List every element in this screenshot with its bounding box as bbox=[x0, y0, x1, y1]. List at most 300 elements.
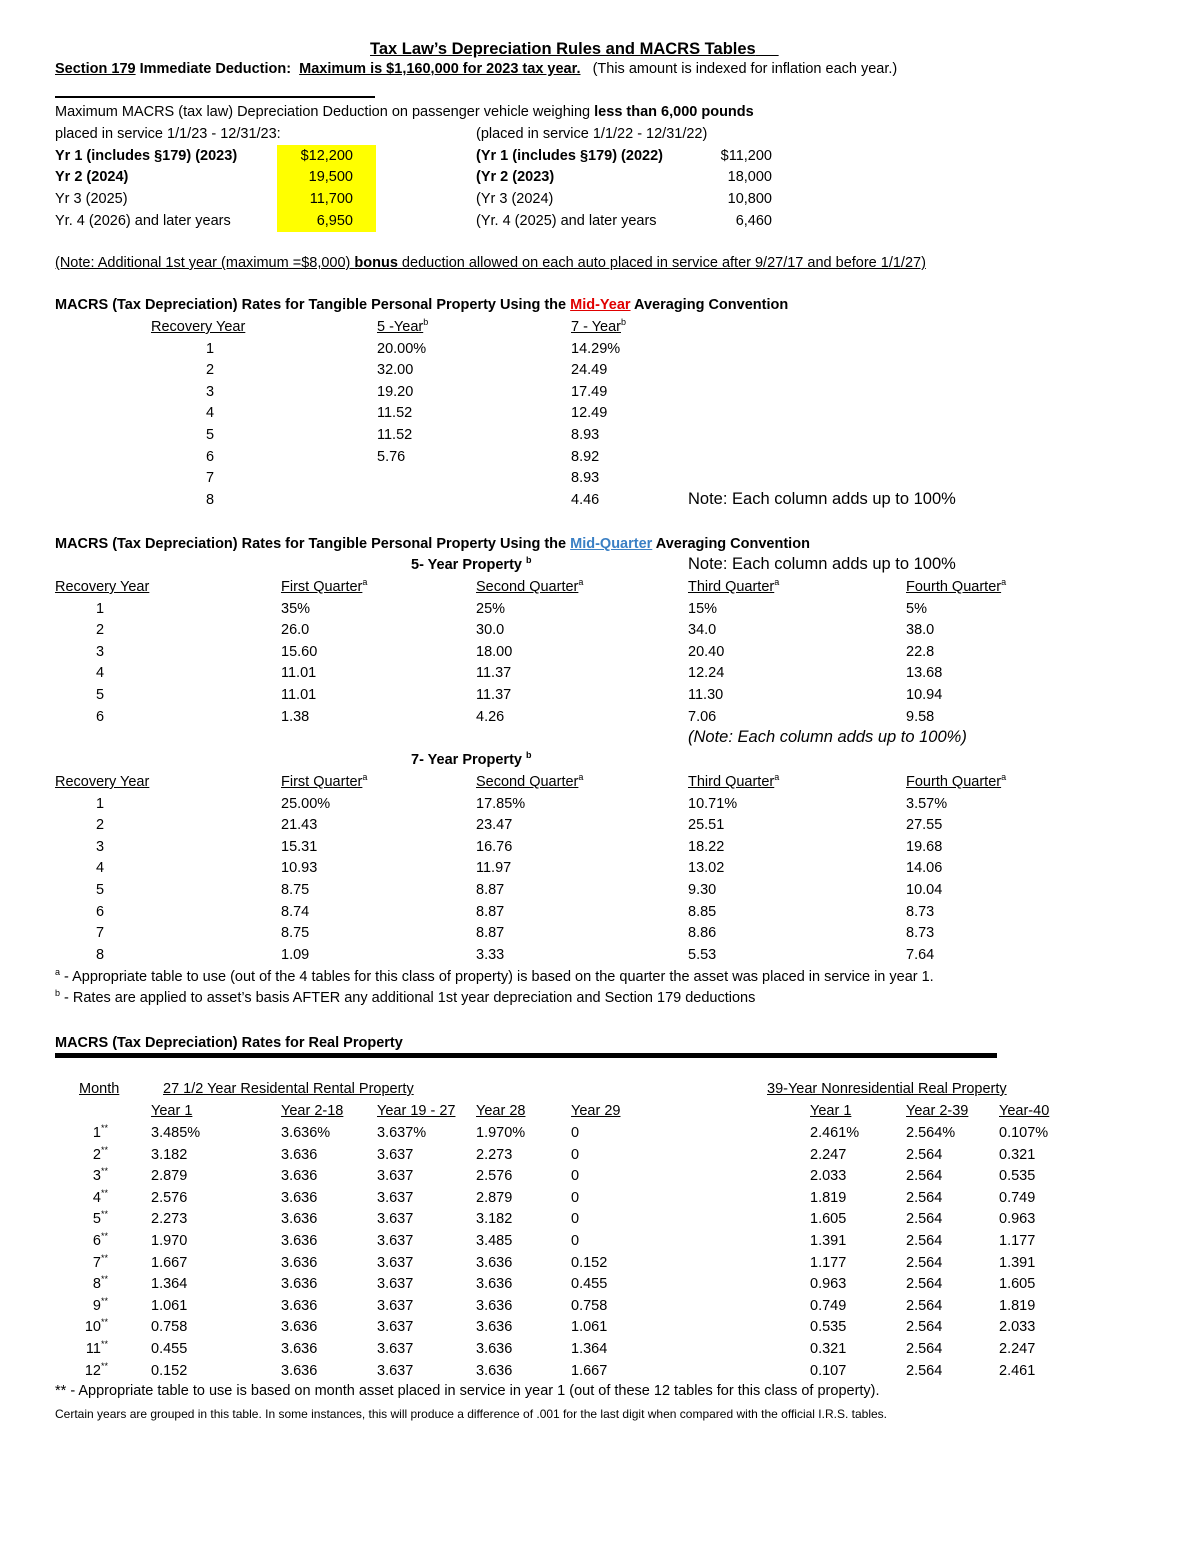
five-year-cell: 6 bbox=[96, 709, 105, 725]
vehicle-right-label: (Yr 1 (includes §179) (2022) bbox=[476, 148, 663, 164]
residential-rate-cell: 3.636 bbox=[281, 1147, 318, 1163]
nonresidential-rate-cell: 1.177 bbox=[999, 1233, 1036, 1249]
midyear-7yr: 17.49 bbox=[571, 384, 608, 400]
real-month-cell bbox=[70, 1232, 108, 1250]
residential-rate-cell: 3.636 bbox=[281, 1211, 318, 1227]
residential-rate-cell: 3.636 bbox=[476, 1319, 513, 1335]
five-year-cell: 25% bbox=[476, 601, 506, 617]
real-month-number: 12 bbox=[84, 1363, 101, 1379]
midyear-year: 6 bbox=[206, 449, 215, 465]
seven-col-q3-sup: a bbox=[774, 772, 780, 782]
seven-col-q3 bbox=[688, 773, 779, 791]
residential-rate-cell: 2.879 bbox=[476, 1190, 513, 1206]
midyear-col-5-label: 5 -Year bbox=[377, 319, 424, 335]
residential-rate-cell: 3.636 bbox=[476, 1276, 513, 1292]
nonresidential-rate-cell: 2.564 bbox=[906, 1255, 943, 1271]
residential-rate-cell: 0 bbox=[571, 1190, 580, 1206]
seven-year-cell: 6 bbox=[96, 904, 105, 920]
seven-col-q4-label: Fourth Quarter bbox=[906, 774, 1002, 790]
real-month-number: 3 bbox=[92, 1168, 101, 1184]
residential-rate-cell: 0.152 bbox=[571, 1255, 608, 1271]
residential-rate-cell: 3.637 bbox=[377, 1211, 414, 1227]
seven-year-cell: 8.87 bbox=[476, 882, 505, 898]
midyear-7yr: 8.92 bbox=[571, 449, 600, 465]
vehicle-left-placed: placed in service 1/1/23 - 12/31/23: bbox=[55, 126, 281, 142]
seven-year-cell: 3 bbox=[96, 839, 105, 855]
residential-rate-cell: 2.879 bbox=[151, 1168, 188, 1184]
seven-year-cell: 8.87 bbox=[476, 925, 505, 941]
residential-rate-cell: 3.636 bbox=[476, 1341, 513, 1357]
vehicle-left-label: Yr 1 (includes §179) (2023) bbox=[55, 148, 238, 164]
five-col-q1-label: First Quarter bbox=[281, 579, 363, 595]
midyear-7yr: 8.93 bbox=[571, 470, 600, 486]
nonresidential-rate-cell: 2.033 bbox=[810, 1168, 847, 1184]
footnote-b-text: - Rates are applied to asset’s basis AFTER any additional 1st year depreciation and Section 179 deductions bbox=[60, 990, 756, 1006]
five-year-title bbox=[411, 556, 532, 574]
seven-year-cell: 5.53 bbox=[688, 947, 717, 963]
bonus-note-a: (Note: Additional 1st year (maximum =$8,000) bbox=[55, 255, 355, 271]
real-month-number: 8 bbox=[92, 1276, 101, 1292]
vehicle-left-value: 19,500 bbox=[308, 169, 353, 185]
title-trailing-underline bbox=[756, 40, 779, 58]
nonres-col: Year 1 bbox=[810, 1103, 852, 1119]
nonresidential-rate-cell: 0.321 bbox=[810, 1341, 847, 1357]
footnote-a bbox=[55, 968, 934, 986]
residential-rate-cell: 0.455 bbox=[571, 1276, 608, 1292]
seven-year-cell: 5 bbox=[96, 882, 105, 898]
real-month-cell bbox=[70, 1275, 108, 1293]
real-month-star: ** bbox=[100, 1339, 108, 1349]
residential-rate-cell: 3.637 bbox=[377, 1341, 414, 1357]
residential-rate-cell: 3.636 bbox=[281, 1341, 318, 1357]
residential-rate-cell: 1.061 bbox=[151, 1298, 188, 1314]
nonresidential-rate-cell: 0.107% bbox=[999, 1125, 1049, 1141]
nonresidential-rate-cell: 1.819 bbox=[810, 1190, 847, 1206]
five-year-cell: 4 bbox=[96, 665, 105, 681]
seven-year-cell: 19.68 bbox=[906, 839, 943, 855]
seven-year-cell: 8 bbox=[96, 947, 105, 963]
five-col-recovery: Recovery Year bbox=[55, 579, 150, 595]
nonres-col: Year 2-39 bbox=[906, 1103, 969, 1119]
five-year-cell: 11.37 bbox=[476, 665, 512, 681]
five-col-q4-sup: a bbox=[1001, 577, 1007, 587]
midyear-5yr: 11.52 bbox=[377, 427, 413, 443]
vehicle-right-label: (Yr 3 (2024) bbox=[476, 191, 554, 207]
nonresidential-title: 39-Year Nonresidential Real Property bbox=[767, 1081, 1007, 1097]
section-179-label2: Immediate Deduction: bbox=[135, 61, 292, 77]
nonresidential-rate-cell: 2.564 bbox=[906, 1190, 943, 1206]
midyear-5yr: 19.20 bbox=[377, 384, 414, 400]
nonresidential-rate-cell: 0.535 bbox=[810, 1319, 847, 1335]
residential-rate-cell: 1.667 bbox=[151, 1255, 188, 1271]
real-month-number: 10 bbox=[84, 1319, 101, 1335]
real-month-cell bbox=[70, 1189, 108, 1207]
seven-col-recovery: Recovery Year bbox=[55, 774, 150, 790]
residential-rate-cell: 0 bbox=[571, 1233, 580, 1249]
five-col-q1 bbox=[281, 578, 367, 596]
vehicle-left-label: Yr 2 (2024) bbox=[55, 169, 129, 185]
vehicle-left-value: $12,200 bbox=[300, 148, 353, 164]
five-year-cell: 5% bbox=[906, 601, 927, 617]
midyear-heading-a: MACRS (Tax Depreciation) Rates for Tangible Personal Property Using the bbox=[55, 297, 571, 313]
seven-year-cell: 8.74 bbox=[281, 904, 310, 920]
residential-rate-cell: 0.455 bbox=[151, 1341, 188, 1357]
seven-year-cell: 25.51 bbox=[688, 817, 725, 833]
bonus-note-b: bonus bbox=[354, 255, 398, 271]
nonresidential-rate-cell: 2.247 bbox=[810, 1147, 847, 1163]
five-year-cell: 2 bbox=[96, 622, 105, 638]
nonresidential-rate-cell: 0.749 bbox=[810, 1298, 847, 1314]
five-year-cell: 10.94 bbox=[906, 687, 943, 703]
five-year-cell: 11.01 bbox=[281, 665, 317, 681]
residential-rate-cell: 3.636 bbox=[281, 1298, 318, 1314]
midyear-7yr: 12.49 bbox=[571, 405, 608, 421]
real-month-number: 7 bbox=[92, 1255, 101, 1271]
midyear-col-5-sup: b bbox=[423, 317, 429, 327]
nonresidential-rate-cell: 1.605 bbox=[999, 1276, 1036, 1292]
bonus-note-c: deduction allowed on each auto placed in service after 9/27/17 and before 1/1/27) bbox=[397, 255, 926, 271]
five-year-cell: 11.37 bbox=[476, 687, 512, 703]
seven-year-cell: 8.86 bbox=[688, 925, 717, 941]
seven-year-cell: 25.00% bbox=[281, 796, 331, 812]
real-month-number: 11 bbox=[85, 1341, 101, 1357]
nonresidential-rate-cell: 1.819 bbox=[999, 1298, 1036, 1314]
residential-rate-cell: 3.485% bbox=[151, 1125, 201, 1141]
midyear-col-7 bbox=[571, 318, 626, 336]
five-year-cell: 11.30 bbox=[688, 687, 724, 703]
seven-year-cell: 27.55 bbox=[906, 817, 943, 833]
midyear-7yr: 24.49 bbox=[571, 362, 608, 378]
nonresidential-rate-cell: 2.564 bbox=[906, 1211, 943, 1227]
seven-col-q1 bbox=[281, 773, 367, 791]
seven-year-cell: 10.71% bbox=[688, 796, 738, 812]
five-year-cell: 7.06 bbox=[688, 709, 717, 725]
five-col-q3-sup: a bbox=[774, 577, 780, 587]
vehicle-right-label: (Yr. 4 (2025) and later years bbox=[476, 213, 657, 229]
vehicle-right-value: 18,000 bbox=[727, 169, 772, 185]
real-month-star: ** bbox=[100, 1145, 108, 1155]
nonresidential-rate-cell: 0.535 bbox=[999, 1168, 1036, 1184]
residential-rate-cell: 1.970% bbox=[476, 1125, 526, 1141]
residential-rate-cell: 0 bbox=[571, 1168, 580, 1184]
seven-year-cell: 3.57% bbox=[906, 796, 948, 812]
seven-col-q4-sup: a bbox=[1001, 772, 1007, 782]
seven-year-cell: 17.85% bbox=[476, 796, 526, 812]
five-year-cell: 18.00 bbox=[476, 644, 513, 660]
vehicle-heading-a: Maximum MACRS (tax law) Depreciation Deduction on passenger vehicle weighing bbox=[55, 104, 595, 120]
nonresidential-rate-cell: 2.247 bbox=[999, 1341, 1036, 1357]
real-month-star: ** bbox=[100, 1166, 108, 1176]
residential-rate-cell: 3.636 bbox=[476, 1298, 513, 1314]
real-month-number: 5 bbox=[92, 1211, 101, 1227]
real-heading: MACRS (Tax Depreciation) Rates for Real Property bbox=[55, 1035, 403, 1051]
seven-year-cell: 10.04 bbox=[906, 882, 943, 898]
residential-rate-cell: 3.637 bbox=[377, 1363, 414, 1379]
seven-year-cell: 3.33 bbox=[476, 947, 505, 963]
five-year-note2: (Note: Each column adds up to 100%) bbox=[688, 728, 967, 746]
midyear-col-7-sup: b bbox=[621, 317, 627, 327]
page-title-text: Tax Law’s Depreciation Rules and MACRS Tables bbox=[370, 40, 756, 58]
nonresidential-rate-cell: 0.963 bbox=[999, 1211, 1036, 1227]
residential-rate-cell: 3.636 bbox=[281, 1233, 318, 1249]
midyear-year: 5 bbox=[206, 427, 215, 443]
midquarter-heading-b: Mid-Quarter bbox=[570, 536, 653, 552]
seven-year-cell: 14.06 bbox=[906, 860, 943, 876]
nonresidential-rate-cell: 2.564 bbox=[906, 1276, 943, 1292]
nonresidential-rate-cell: 2.461 bbox=[999, 1363, 1036, 1379]
five-col-q3-label: Third Quarter bbox=[688, 579, 775, 595]
seven-col-q3-label: Third Quarter bbox=[688, 774, 775, 790]
midyear-note: Note: Each column adds up to 100% bbox=[688, 490, 956, 508]
residential-rate-cell: 3.182 bbox=[476, 1211, 513, 1227]
seven-year-cell: 8.75 bbox=[281, 882, 310, 898]
midyear-heading-c: Averaging Convention bbox=[630, 297, 789, 313]
midyear-year: 2 bbox=[206, 362, 215, 378]
real-month-star: ** bbox=[100, 1188, 108, 1198]
midquarter-heading bbox=[55, 535, 810, 553]
residential-rate-cell: 3.485 bbox=[476, 1233, 513, 1249]
seven-year-cell: 8.73 bbox=[906, 925, 935, 941]
five-year-cell: 34.0 bbox=[688, 622, 717, 638]
five-year-title-text: 5- Year Property bbox=[411, 557, 522, 573]
nonres-col: Year-40 bbox=[999, 1103, 1050, 1119]
residential-rate-cell: 3.637 bbox=[377, 1255, 414, 1271]
midyear-7yr: 8.93 bbox=[571, 427, 600, 443]
residential-rate-cell: 2.576 bbox=[151, 1190, 188, 1206]
res-col: Year 2-18 bbox=[281, 1103, 344, 1119]
seven-col-q2 bbox=[476, 773, 583, 791]
seven-year-cell: 10.93 bbox=[281, 860, 318, 876]
five-col-q1-sup: a bbox=[362, 577, 368, 587]
vehicle-left-label: Yr 3 (2025) bbox=[55, 191, 128, 207]
five-year-cell: 22.8 bbox=[906, 644, 935, 660]
vehicle-heading-b: less than 6,000 pounds bbox=[594, 104, 754, 120]
midyear-year: 8 bbox=[206, 492, 215, 508]
residential-rate-cell: 0.758 bbox=[571, 1298, 608, 1314]
footnote-b bbox=[55, 989, 755, 1007]
nonresidential-rate-cell: 2.564 bbox=[906, 1363, 943, 1379]
midyear-7yr: 14.29% bbox=[571, 341, 621, 357]
seven-year-cell: 18.22 bbox=[688, 839, 725, 855]
five-year-cell: 5 bbox=[96, 687, 105, 703]
residential-rate-cell: 3.636 bbox=[281, 1276, 318, 1292]
midyear-col-7-label: 7 - Year bbox=[571, 319, 621, 335]
seven-year-cell: 7.64 bbox=[906, 947, 935, 963]
footnote-a-text: - Appropriate table to use (out of the 4 tables for this class of property) is based on the quarter the asset was placed in service in year 1. bbox=[60, 969, 934, 985]
section-179-note: (This amount is indexed for inflation each year.) bbox=[592, 61, 898, 77]
real-month-header: Month bbox=[79, 1081, 120, 1097]
residential-rate-cell: 3.637% bbox=[377, 1125, 427, 1141]
nonresidential-rate-cell: 2.564 bbox=[906, 1147, 943, 1163]
midquarter-heading-c: Averaging Convention bbox=[652, 536, 810, 552]
residential-rate-cell: 0 bbox=[571, 1125, 580, 1141]
five-year-cell: 1 bbox=[96, 601, 105, 617]
residential-rate-cell: 1.364 bbox=[151, 1276, 188, 1292]
real-month-cell bbox=[70, 1318, 108, 1336]
residential-rate-cell: 3.637 bbox=[377, 1319, 414, 1335]
nonresidential-rate-cell: 2.564 bbox=[906, 1233, 943, 1249]
five-year-cell: 12.24 bbox=[688, 665, 725, 681]
residential-rate-cell: 3.636 bbox=[281, 1190, 318, 1206]
real-footnote-text: - Appropriate table to use is based on month asset placed in service in year 1 (out of these 12 tables for this class of property). bbox=[66, 1383, 880, 1399]
real-footnote bbox=[55, 1382, 880, 1400]
seven-year-title bbox=[411, 751, 532, 769]
section-179-line bbox=[55, 60, 897, 78]
seven-year-title-sup: b bbox=[526, 750, 532, 760]
seven-col-q2-label: Second Quarter bbox=[476, 774, 579, 790]
midyear-5yr: 11.52 bbox=[377, 405, 413, 421]
seven-year-cell: 8.73 bbox=[906, 904, 935, 920]
residential-rate-cell: 3.636 bbox=[281, 1363, 318, 1379]
vehicle-left-label: Yr. 4 (2026) and later years bbox=[55, 213, 231, 229]
residential-rate-cell: 2.273 bbox=[151, 1211, 188, 1227]
seven-year-cell: 15.31 bbox=[281, 839, 318, 855]
five-col-q2 bbox=[476, 578, 583, 596]
nonresidential-rate-cell: 0.963 bbox=[810, 1276, 847, 1292]
five-year-note: Note: Each column adds up to 100% bbox=[688, 555, 956, 573]
midyear-col-5 bbox=[377, 318, 428, 336]
footnote-b-mark: b bbox=[55, 988, 61, 998]
midyear-year: 1 bbox=[206, 341, 215, 357]
residential-rate-cell: 3.636 bbox=[476, 1363, 513, 1379]
vehicle-right-value: $11,200 bbox=[720, 148, 772, 164]
residential-rate-cell: 2.273 bbox=[476, 1147, 513, 1163]
residential-rate-cell: 3.637 bbox=[377, 1298, 414, 1314]
real-month-number: 4 bbox=[92, 1190, 101, 1206]
nonresidential-rate-cell: 0.107 bbox=[810, 1363, 847, 1379]
midyear-col-recovery: Recovery Year bbox=[151, 319, 246, 335]
section-179-max: Maximum is $1,160,000 for 2023 tax year. bbox=[299, 61, 581, 77]
vehicle-right-value: 6,460 bbox=[735, 213, 772, 229]
seven-year-cell: 23.47 bbox=[476, 817, 513, 833]
residential-rate-cell: 3.182 bbox=[151, 1147, 188, 1163]
five-year-cell: 1.38 bbox=[281, 709, 310, 725]
nonresidential-rate-cell: 0.321 bbox=[999, 1147, 1036, 1163]
real-month-cell bbox=[70, 1146, 108, 1164]
vehicle-right-value: 10,800 bbox=[727, 191, 772, 207]
vehicle-left-value: 11,700 bbox=[309, 191, 353, 207]
section-179-label: Section 179 bbox=[55, 61, 136, 77]
residential-rate-cell: 3.637 bbox=[377, 1190, 414, 1206]
seven-col-q1-label: First Quarter bbox=[281, 774, 363, 790]
real-month-number: 2 bbox=[92, 1147, 101, 1163]
residential-rate-cell: 1.061 bbox=[571, 1319, 608, 1335]
residential-rate-cell: 3.636% bbox=[281, 1125, 331, 1141]
five-col-q4 bbox=[906, 578, 1006, 596]
nonresidential-rate-cell: 0.749 bbox=[999, 1190, 1036, 1206]
residential-rate-cell: 3.637 bbox=[377, 1147, 414, 1163]
residential-rate-cell: 3.637 bbox=[377, 1233, 414, 1249]
midyear-year: 7 bbox=[206, 470, 215, 486]
five-year-cell: 35% bbox=[281, 601, 311, 617]
five-year-cell: 11.01 bbox=[281, 687, 317, 703]
residential-rate-cell: 3.637 bbox=[377, 1276, 414, 1292]
vehicle-right-label: (Yr 2 (2023) bbox=[476, 169, 555, 185]
seven-year-cell: 2 bbox=[96, 817, 105, 833]
nonresidential-rate-cell: 1.605 bbox=[810, 1211, 847, 1227]
midyear-year: 3 bbox=[206, 384, 215, 400]
midyear-heading-b: Mid-Year bbox=[570, 297, 631, 313]
five-year-cell: 15.60 bbox=[281, 644, 318, 660]
seven-year-cell: 1.09 bbox=[281, 947, 310, 963]
residential-rate-cell: 3.636 bbox=[476, 1255, 513, 1271]
real-month-number: 6 bbox=[92, 1233, 101, 1249]
midyear-5yr: 32.00 bbox=[377, 362, 414, 378]
real-month-star: ** bbox=[100, 1209, 108, 1219]
residential-rate-cell: 3.636 bbox=[281, 1255, 318, 1271]
nonresidential-rate-cell: 2.461% bbox=[810, 1125, 860, 1141]
residential-rate-cell: 0.152 bbox=[151, 1363, 188, 1379]
residential-rate-cell: 1.667 bbox=[571, 1363, 608, 1379]
five-year-cell: 3 bbox=[96, 644, 105, 660]
nonresidential-rate-cell: 2.564 bbox=[906, 1168, 943, 1184]
seven-col-q2-sup: a bbox=[578, 772, 584, 782]
seven-year-cell: 21.43 bbox=[281, 817, 318, 833]
midyear-7yr: 4.46 bbox=[571, 492, 600, 508]
nonresidential-rate-cell: 2.033 bbox=[999, 1319, 1036, 1335]
midyear-year: 4 bbox=[206, 405, 215, 421]
real-month-cell bbox=[70, 1297, 108, 1315]
real-month-star: ** bbox=[100, 1123, 108, 1133]
res-col: Year 1 bbox=[151, 1103, 193, 1119]
seven-year-cell: 7 bbox=[96, 925, 105, 941]
five-col-q2-label: Second Quarter bbox=[476, 579, 579, 595]
residential-rate-cell: 0.758 bbox=[151, 1319, 188, 1335]
seven-year-cell: 4 bbox=[96, 860, 105, 876]
bonus-note bbox=[55, 254, 926, 272]
nonresidential-rate-cell: 1.391 bbox=[999, 1255, 1036, 1271]
seven-year-cell: 16.76 bbox=[476, 839, 513, 855]
seven-year-cell: 1 bbox=[96, 796, 105, 812]
res-col: Year 29 bbox=[571, 1103, 621, 1119]
nonresidential-rate-cell: 2.564 bbox=[906, 1319, 943, 1335]
nonresidential-rate-cell: 1.177 bbox=[810, 1255, 847, 1271]
five-year-title-sup: b bbox=[526, 555, 532, 565]
residential-rate-cell: 0 bbox=[571, 1147, 580, 1163]
seven-year-title-text: 7- Year Property bbox=[411, 752, 522, 768]
residential-rate-cell: 3.636 bbox=[281, 1168, 318, 1184]
five-col-q2-sup: a bbox=[578, 577, 584, 587]
five-year-cell: 15% bbox=[688, 601, 718, 617]
real-divider bbox=[55, 1053, 997, 1058]
vehicle-left-value: 6,950 bbox=[316, 213, 353, 229]
real-month-cell bbox=[70, 1210, 108, 1228]
residential-rate-cell: 1.970 bbox=[151, 1233, 188, 1249]
five-year-cell: 20.40 bbox=[688, 644, 725, 660]
five-year-cell: 9.58 bbox=[906, 709, 935, 725]
nonresidential-rate-cell: 2.564 bbox=[906, 1341, 943, 1357]
vehicle-heading bbox=[55, 103, 754, 121]
five-year-cell: 13.68 bbox=[906, 665, 943, 681]
seven-year-cell: 13.02 bbox=[688, 860, 725, 876]
seven-col-q1-sup: a bbox=[362, 772, 368, 782]
midyear-heading bbox=[55, 296, 788, 314]
residential-rate-cell: 3.636 bbox=[281, 1319, 318, 1335]
five-year-cell: 4.26 bbox=[476, 709, 505, 725]
real-footnote-2: Certain years are grouped in this table. In some instances, this will produce a difference of .001 for the last digit when compared with the official I.R.S. tables. bbox=[55, 1407, 888, 1421]
seven-year-cell: 8.85 bbox=[688, 904, 717, 920]
real-month-number: 9 bbox=[92, 1298, 101, 1314]
nonresidential-rate-cell: 2.564 bbox=[906, 1298, 943, 1314]
real-month-star: ** bbox=[100, 1296, 108, 1306]
real-month-star: ** bbox=[100, 1361, 108, 1371]
five-year-cell: 30.0 bbox=[476, 622, 505, 638]
page-title bbox=[370, 40, 779, 58]
residential-rate-cell: 1.364 bbox=[571, 1341, 608, 1357]
residential-rate-cell: 3.637 bbox=[377, 1168, 414, 1184]
footnote-a-mark: a bbox=[55, 967, 61, 977]
five-year-cell: 26.0 bbox=[281, 622, 310, 638]
